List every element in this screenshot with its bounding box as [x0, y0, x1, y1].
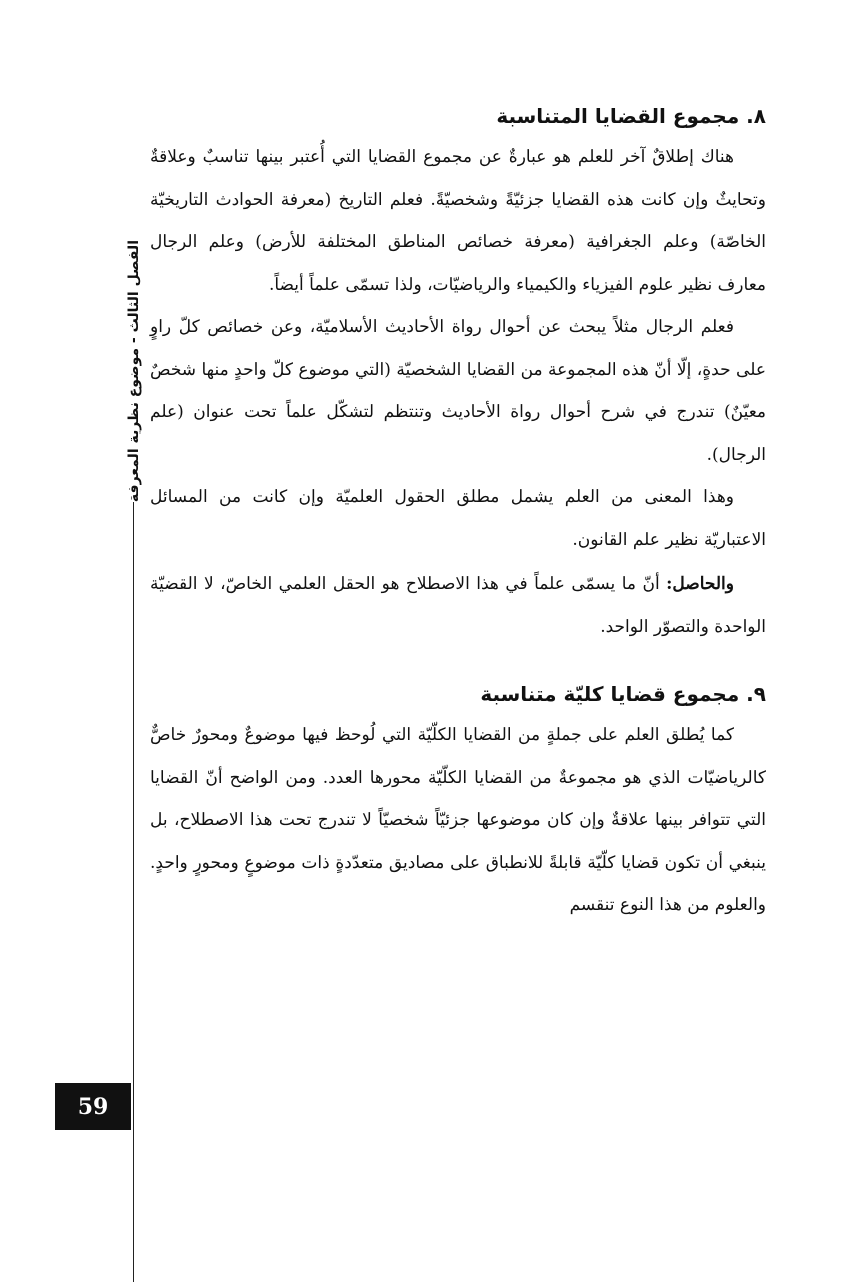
section-8-heading: ٨. مجموع القضايا المتناسبة: [496, 104, 766, 128]
conclusion-text: أنّ ما يسمّى علماً في هذا الاصطلاح هو الحقل العلمي الخاصّ، لا القضيّة الواحدة والتصوّر الواحد.: [150, 574, 766, 637]
chapter-running-title: الفصل الثالث - موضوع نظرية المعرفة: [126, 240, 142, 503]
running-header-side: [96, 240, 156, 760]
section-9-heading: ٩. مجموع قضايا كليّة متناسبة: [480, 682, 766, 706]
section-9-paragraph-1: كما يُطلق العلم على جملةٍ من القضايا الكلّيّة التي لُوحظ فيها موضوعٌ ومحورٌ خاصٌّ كالرياضيّات الذي هو مجموعةٌ من القضايا الكلّيّة محورها العدد. ومن الواضح أنّ القضايا التي تتوافر بينها علاقةٌ وإن كان موضوعها جزئيّاً شخصيّاً لا تندرج تحت هذا الاصطلاح، بل ينبغي أن تكون قضايا كلّيّة قابلةً للانطباق على مصاديق متعدّدةٍ ذات موضوعٍ ومحورٍ واحدٍ. والعلوم من هذا النوع تنقسم: [150, 725, 766, 915]
section-8-paragraph-3: وهذا المعنى من العلم يشمل مطلق الحقول العلميّة وإن كانت من المسائل الاعتباريّة نظير علم القانون.: [150, 487, 766, 550]
side-vertical-rule: [133, 502, 134, 1282]
conclusion-lead: والحاصل:: [666, 574, 734, 594]
section-8-paragraph-2: فعلم الرجال مثلاً يبحث عن أحوال رواة الأحاديث الأسلاميّة، وعن خصائص كلّ راوٍ على حدةٍ، إلّا أنّ هذه المجموعة من القضايا الشخصيّة (التي موضوع كلّ واحدٍ منها شخصٌ معيّنٌ) تندرج في شرح أحوال رواة الأحاديث وتنتظم لتشكّل علماً تحت عنوان (علم الرجال).: [150, 317, 766, 465]
page-body: [150, 96, 766, 927]
page-number: 59: [55, 1083, 131, 1130]
section-8-paragraph-1: هناك إطلاقٌ آخر للعلم هو عبارةٌ عن مجموع القضايا التي أُعتبر بينها تناسبٌ وعلاقةٌ وتحايثٌ وإن كانت هذه القضايا جزئيّةً وشخصيّةً. فعلم التاريخ (معرفة الحوادث التاريخيّة الخاصّة) وعلم الجغرافية (معرفة خصائص المناطق المختلفة للأرض) وعلم الرجال معارف نظير علوم الفيزياء والكيمياء والرياضيّات، ولذا تسمّى علماً أيضاً.: [150, 147, 766, 295]
section-8-conclusion: [150, 563, 766, 648]
